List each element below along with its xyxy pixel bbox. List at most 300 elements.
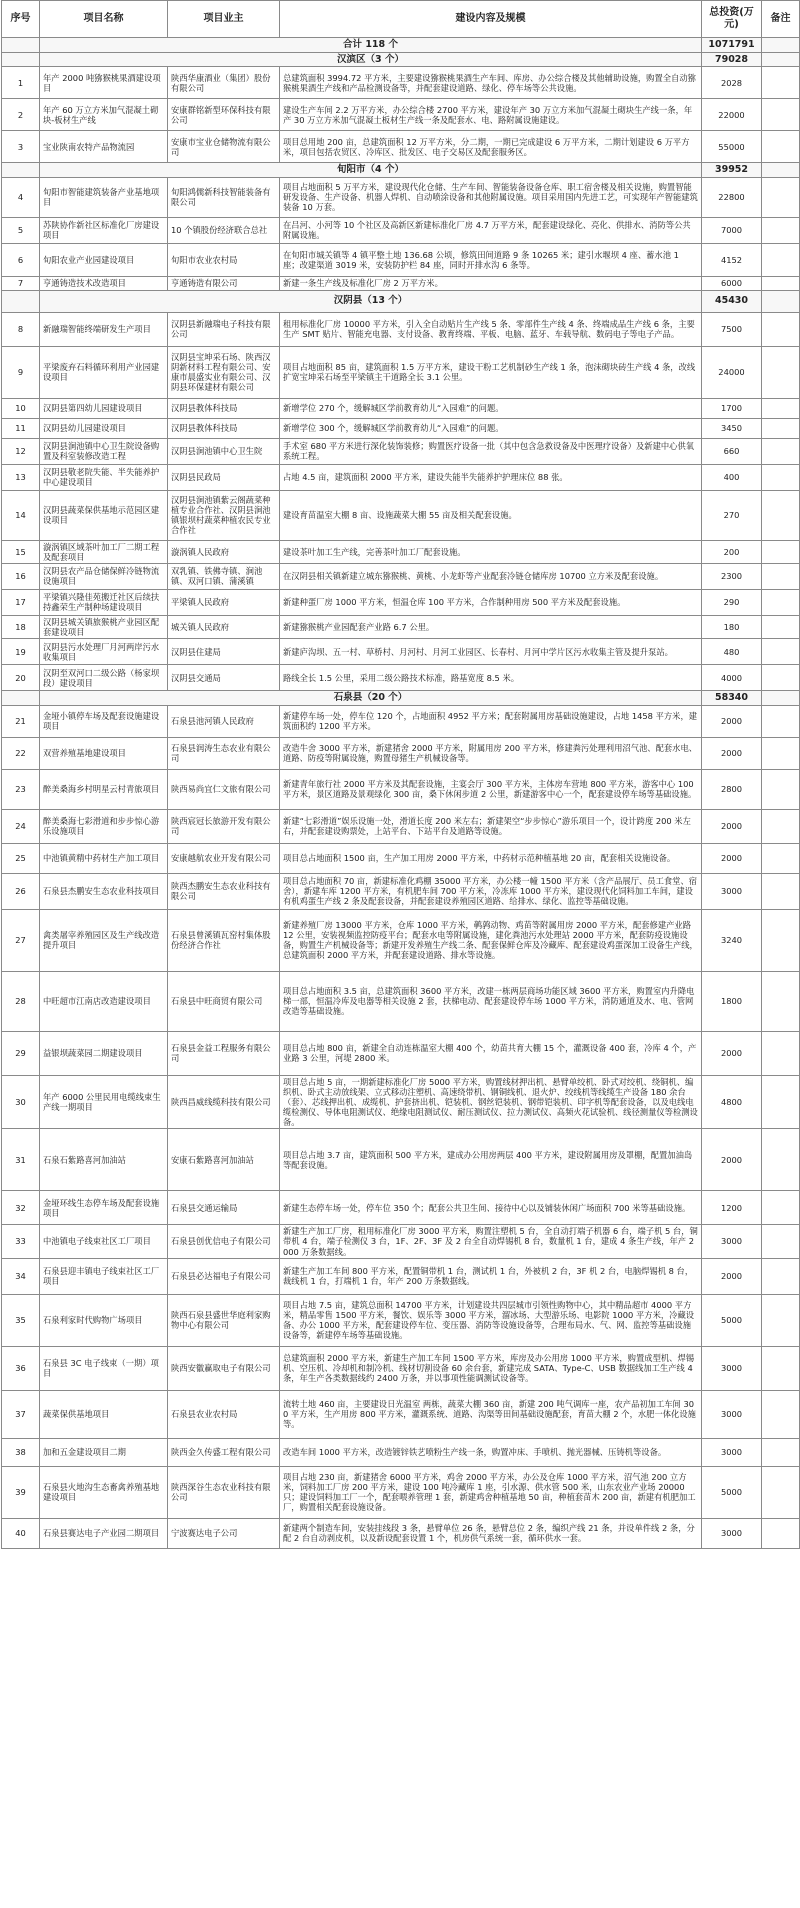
row-number: 11 (2, 418, 40, 438)
project-name: 亨通铸造技术改造项目 (40, 276, 168, 290)
section-title: 旬阳市（4 个） (40, 163, 702, 178)
row-number: 2 (2, 99, 40, 131)
project-owner: 陕西易尚宜仁文旅有限公司 (168, 769, 280, 809)
table-row (2, 418, 800, 438)
section-title: 合计 118 个 (40, 38, 702, 53)
section-row (2, 691, 800, 706)
project-owner: 宁波赛达电子公司 (168, 1518, 280, 1548)
section-note (762, 38, 800, 53)
project-name: 汉阴县污水处理厂月河两岸污水收集项目 (40, 639, 168, 665)
project-owner: 汉阴县涧池镇中心卫生院 (168, 438, 280, 464)
row-number: 38 (2, 1438, 40, 1466)
note-cell (762, 1466, 800, 1518)
table-row (2, 276, 800, 290)
construction-content: 在吕河、小河等 10 个社区及高新区新建标准化厂房 4.7 万平方米，配套建设绿化、亮化、供排水、消防等公共附属设施。 (280, 217, 702, 243)
row-number: 34 (2, 1258, 40, 1294)
table-row (2, 1518, 800, 1548)
section-row (2, 52, 800, 67)
project-name: 汉阴县蔬菜保供基地示范园区建设项目 (40, 490, 168, 540)
total-investment: 4000 (702, 665, 762, 691)
table-row (2, 131, 800, 163)
construction-content: 新建青年旅行社 2000 平方米及其配套设施，主宴会厅 300 平方米，主体房车营地 800 平方米，游客中心 100 平方米，景区道路及景观绿化 300 亩，桑下休闲步道 2 公里，新建游客中心一个，配套建设停车场等基础设施。 (280, 769, 702, 809)
row-number: 20 (2, 665, 40, 691)
total-investment: 480 (702, 639, 762, 665)
construction-content: 租用标准化厂房 10000 平方米，引入全自动贴片生产线 5 条、零部件生产线 4 条、终端成品生产线 6 条，主要生产 SMT 贴片、智能充电器、支付设备、教育终端、平板、电脑、蓝牙、车载导航、数码电子等电子产品。 (280, 312, 702, 346)
project-name: 旬阳市智能建筑装备产业基地项目 (40, 177, 168, 217)
note-cell (762, 1075, 800, 1129)
project-name: 益银坝蔬菜园二期建设项目 (40, 1031, 168, 1075)
section-investment: 45430 (702, 290, 762, 312)
construction-content: 新建种蛋厂房 1000 平方米，恒温仓库 100 平方米，合作制种用房 500 平方米及配套设施。 (280, 589, 702, 615)
note-cell (762, 177, 800, 217)
construction-content: 改造车间 1000 平方米，改造镀锌铁艺喷粉生产线一条，购置冲床、手喷机、抛光器械、压铸机等设备。 (280, 1438, 702, 1466)
project-name: 石泉县火地沟生态畜禽养殖基地建设项目 (40, 1466, 168, 1518)
construction-content: 新建生产加工车间 800 平方米，配置铜带机 1 台，测试机 1 台，外被机 2 台，3F 机 2 台，电脑焊锡机 8 台，裁线机 1 台，打端机 1 台，年产 200 万条数据线。 (280, 1258, 702, 1294)
note-cell (762, 1031, 800, 1075)
construction-content: 新建庐沟坝、五一村、草桥村、月河村、月河工业园区、长春村、月河中学片区污水收集主管及提升泵站。 (280, 639, 702, 665)
table-row (2, 464, 800, 490)
project-name: 金垭小镇停车场及配套设施建设项目 (40, 705, 168, 737)
section-no-cell (2, 52, 40, 67)
table-row (2, 1129, 800, 1191)
row-number: 3 (2, 131, 40, 163)
project-table (1, 0, 800, 1549)
project-owner: 石泉县中旺商贸有限公司 (168, 971, 280, 1031)
note-cell (762, 312, 800, 346)
total-investment: 2000 (702, 737, 762, 769)
note-cell (762, 843, 800, 873)
total-investment: 660 (702, 438, 762, 464)
note-cell (762, 1258, 800, 1294)
row-number: 26 (2, 873, 40, 909)
project-owner: 漩涡镇人民政府 (168, 540, 280, 563)
section-row (2, 290, 800, 312)
project-owner: 安康群铭新型环保科技有限公司 (168, 99, 280, 131)
total-investment: 3000 (702, 873, 762, 909)
header-owner: 项目业主 (168, 1, 280, 38)
project-name: 平梁镇兴隆佳苑搬迁社区后续扶持鑫荣生产制种场建设项目 (40, 589, 168, 615)
table-row (2, 346, 800, 398)
total-investment: 3450 (702, 418, 762, 438)
project-name: 汉阴县农产品仓储保鲜冷链物流设施项目 (40, 563, 168, 589)
project-name: 石泉利家时代购物广场项目 (40, 1294, 168, 1346)
row-number: 27 (2, 909, 40, 971)
total-investment: 180 (702, 615, 762, 638)
note-cell (762, 665, 800, 691)
table-header-row (2, 1, 800, 38)
note-cell (762, 1225, 800, 1258)
project-owner: 石泉县曾溪镇瓦窑村集体股份经济合作社 (168, 909, 280, 971)
section-no-cell (2, 163, 40, 178)
total-investment: 4800 (702, 1075, 762, 1129)
total-investment: 2800 (702, 769, 762, 809)
project-owner: 汉阴县教体科技局 (168, 398, 280, 418)
project-owner: 石泉县农业农村局 (168, 1390, 280, 1438)
note-cell (762, 589, 800, 615)
project-owner: 安康越航农业开发有限公司 (168, 843, 280, 873)
construction-content: 项目占地 7.5 亩，建筑总面积 14700 平方米，计划建设共四层城市引领性购物中心，其中精品超市 4000 平方米，精品零售 1500 平方米，餐饮、娱乐等 3000 平方米，溜冰场、大型游乐场、电影院 1000 平方米，冷藏设备、办公 1000 平方米，配套建设停车位、变压器、消防等设施设备等，合理布局水、气、网、监控等基础设施设备等，新建停车场等基础设施。 (280, 1294, 702, 1346)
row-number: 22 (2, 737, 40, 769)
section-row (2, 38, 800, 53)
note-cell (762, 705, 800, 737)
note-cell (762, 639, 800, 665)
construction-content: 项目占地面积 85 亩，建筑面积 1.5 万平方米，建设干粉工艺机制砂生产线 1 条，泡沫砌块砖生产线 4 条，改线扩宽宝坤采石场至平梁镇主干道路全长 3.1 公里。 (280, 346, 702, 398)
note-cell (762, 217, 800, 243)
header-content: 建设内容及规模 (280, 1, 702, 38)
row-number: 9 (2, 346, 40, 398)
section-title: 汉阴县（13 个） (40, 290, 702, 312)
table-row (2, 1390, 800, 1438)
total-investment: 6000 (702, 276, 762, 290)
note-cell (762, 346, 800, 398)
note-cell (762, 67, 800, 99)
total-investment: 400 (702, 464, 762, 490)
project-owner: 石泉县交通运输局 (168, 1191, 280, 1225)
row-number: 19 (2, 639, 40, 665)
section-no-cell (2, 691, 40, 706)
construction-content: 改造牛舍 3000 平方米，新建猪舍 2000 平方米，附属用房 200 平方米，修建粪污处理利用沼气池、配套水电、道路、防疫等附属设施，购置母猪生产机械设备等。 (280, 737, 702, 769)
project-name: 中旺超市江南店改造建设项目 (40, 971, 168, 1031)
total-investment: 3000 (702, 1225, 762, 1258)
header-project-name: 项目名称 (40, 1, 168, 38)
note-cell (762, 769, 800, 809)
project-owner: 旬阳鸿儒新科技智能装备有限公司 (168, 177, 280, 217)
note-cell (762, 464, 800, 490)
project-owner: 汉阴县教体科技局 (168, 418, 280, 438)
total-investment: 1800 (702, 971, 762, 1031)
construction-content: 建设育苗温室大棚 8 亩、设施蔬菜大棚 55 亩及相关配套设施。 (280, 490, 702, 540)
project-owner: 石泉县池河镇人民政府 (168, 705, 280, 737)
total-investment: 22000 (702, 99, 762, 131)
row-number: 18 (2, 615, 40, 638)
project-owner: 汉阴县民政局 (168, 464, 280, 490)
total-investment: 270 (702, 490, 762, 540)
row-number: 12 (2, 438, 40, 464)
table-row (2, 909, 800, 971)
table-row (2, 1258, 800, 1294)
project-name: 汉阴县城关镇旅猴桃产业园区配套建设项目 (40, 615, 168, 638)
row-number: 33 (2, 1225, 40, 1258)
section-no-cell (2, 290, 40, 312)
construction-content: 新建生产加工厂房，租用标准化厂房 3000 平方米，购置注塑机 5 台，全自动打端子机器 6 台，端子机 5 台，铜带机 4 台，端子检测仪 3 台，1F、2F、3F 及 2 台全自动焊锡机 8 台，数量机 1 台，建成 4 条生产线，年产 2000 万条数据线。 (280, 1225, 702, 1258)
total-investment: 1700 (702, 398, 762, 418)
project-owner: 城关镇人民政府 (168, 615, 280, 638)
total-investment: 3240 (702, 909, 762, 971)
project-owner: 旬阳市农业农村局 (168, 243, 280, 276)
row-number: 16 (2, 563, 40, 589)
total-investment: 2000 (702, 1258, 762, 1294)
project-owner: 陕西昌威线缆科技有限公司 (168, 1075, 280, 1129)
project-name: 中池镇黄精中药材生产加工项目 (40, 843, 168, 873)
total-investment: 2000 (702, 705, 762, 737)
row-number: 4 (2, 177, 40, 217)
row-number: 1 (2, 67, 40, 99)
project-name: 石泉县杰鹏安生态农业科技项目 (40, 873, 168, 909)
total-investment: 24000 (702, 346, 762, 398)
total-investment: 3000 (702, 1346, 762, 1390)
section-note (762, 290, 800, 312)
construction-content: 新建一条生产线及标准化厂房 2 万平方米。 (280, 276, 702, 290)
project-owner: 陕西华康酒业（集团）股份有限公司 (168, 67, 280, 99)
project-name: 汉阴县第四幼儿园建设项目 (40, 398, 168, 418)
row-number: 6 (2, 243, 40, 276)
note-cell (762, 1191, 800, 1225)
section-investment: 79028 (702, 52, 762, 67)
row-number: 17 (2, 589, 40, 615)
note-cell (762, 438, 800, 464)
note-cell (762, 563, 800, 589)
row-number: 21 (2, 705, 40, 737)
construction-content: 新建“七彩滑道”娱乐设施一处，滑道长度 200 米左右；新建架空“步步惊心”游乐项目一个，设计跨度 200 米左右，并配套建设购票处，上站平台、下站平台及道路等设施。 (280, 809, 702, 843)
project-name: 苏陕协作新社区标准化厂房建设项目 (40, 217, 168, 243)
project-name: 蔬菜保供基地项目 (40, 1390, 168, 1438)
header-note: 备注 (762, 1, 800, 38)
construction-content: 项目总用地 200 亩，总建筑面积 12 万平方米，分二期，一期已完成建设 6 万平方米，二期计划建设 6 万平方米，项目包括农贸区、冷库区、批发区、电子交易区及配套服务区。 (280, 131, 702, 163)
total-investment: 55000 (702, 131, 762, 163)
project-owner: 双乳镇、铁佛寺镇、涧池镇、双河口镇、蒲溪镇 (168, 563, 280, 589)
table-row (2, 490, 800, 540)
table-row (2, 243, 800, 276)
project-name: 金垭环线生态停车场及配套设施项目 (40, 1191, 168, 1225)
project-name: 石泉县 3C 电子线束（一期）项目 (40, 1346, 168, 1390)
table-row (2, 769, 800, 809)
project-name: 双营养殖基地建设项目 (40, 737, 168, 769)
table-row (2, 1191, 800, 1225)
project-owner: 汉阴县住建局 (168, 639, 280, 665)
row-number: 24 (2, 809, 40, 843)
project-owner: 石泉县创优信电子有限公司 (168, 1225, 280, 1258)
construction-content: 新建养殖厂房 13000 平方米，仓库 1000 平方米，鹌鹑动物、鸡苗等附属用房 2000 平方米，配套修建产业路 12 公里，安装视频监控防疫平台；配套水电等附属设施，建化粪池污水处理站 2000 平方米，配套防疫设施设备，购置生产机械设备等；新建开发养殖生产线二条、配套保鲜仓库及冷藏库、配套建设鸡蛋深加工设备生产线，总建筑面积 2000 平方米，并配套建设道路、排水等设施。 (280, 909, 702, 971)
project-name: 年产 60 万立方米加气混凝土砌块-板材生产线 (40, 99, 168, 131)
row-number: 28 (2, 971, 40, 1031)
project-name: 加和五金建设项目二期 (40, 1438, 168, 1466)
construction-content: 新建两个制造车间，安装挂线段 3 条，悬臂单位 26 条，悬臂总位 2 条，编织产线 21 条，并设单件线 2 条，分配 2 台自动剥皮机，以及新设配套设置 1 个，机房供气系统一套，循环供水一套。 (280, 1518, 702, 1548)
table-row (2, 540, 800, 563)
row-number: 15 (2, 540, 40, 563)
table-row (2, 589, 800, 615)
row-number: 36 (2, 1346, 40, 1390)
total-investment: 22800 (702, 177, 762, 217)
construction-content: 路线全长 1.5 公里，采用二级公路技术标准，路基宽度 8.5 米。 (280, 665, 702, 691)
table-row (2, 1225, 800, 1258)
project-owner: 陕西杰鹏安生态农业科技有限公司 (168, 873, 280, 909)
table-row (2, 99, 800, 131)
table-row (2, 563, 800, 589)
project-owner: 汉阴县宝坤采石场、陕西汉阴新材料工程有限公司、安康市晨盛实业有限公司、汉阴县环保建材有限公司 (168, 346, 280, 398)
row-number: 5 (2, 217, 40, 243)
project-name: 汉阴县幼儿园建设项目 (40, 418, 168, 438)
table-row (2, 665, 800, 691)
project-owner: 陕西石泉县盛世华庭利家购物中心有限公司 (168, 1294, 280, 1346)
construction-content: 项目总占地 5 亩，一期新建标准化厂房 5000 平方米，购置线材押出机、悬臂单绞机、卧式对绞机、绕铜机、编织机、卧式主动放线架、立式移动注塑机、高速绕带机、钢铜线机、退火炉、绞线机等线缆生产设备 180 余台（套）、芯线押出机、成缆机、护套挤出机、铠装机、钢丝铠装机、钢带铠装机、印字机等配套设备，以及电线电缆检测仪、导体电阻测试仪、绝缘电阻测试仪、耐压测试仪、拉力测试仪、高频火花试验机、线径测量仪等检测设备。 (280, 1075, 702, 1129)
table-row (2, 312, 800, 346)
construction-content: 占地 4.5 亩，建筑面积 2000 平方米，建设失能半失能养护护理床位 88 张。 (280, 464, 702, 490)
table-row (2, 177, 800, 217)
total-investment: 2300 (702, 563, 762, 589)
project-owner: 石泉县必达福电子有限公司 (168, 1258, 280, 1294)
table-row (2, 843, 800, 873)
project-owner: 平梁镇人民政府 (168, 589, 280, 615)
note-cell (762, 276, 800, 290)
row-number: 25 (2, 843, 40, 873)
total-investment: 2000 (702, 1031, 762, 1075)
project-owner: 汉阴县涧池镇紫云阁蔬菜种植专业合作社、汉阴县涧池镇银坝村蔬菜种植农民专业合作社 (168, 490, 280, 540)
row-number: 29 (2, 1031, 40, 1075)
construction-content: 项目占地 230 亩，新建猪舍 6000 平方米，鸡舍 2000 平方米，办公及仓库 1000 平方米，沼气池 200 立方米，饲料加工厂房 200 平方米，建设 100 吨冷藏库 1 座，引水源、供水管 500 米，山东农业产业场 20000 只；建设饲料加工厂一个，配套喂养管理 1 套，新建鸡舍种植基地 50 亩，种植套苗木 200 亩，新建有机肥加工厂，购置相关配套设施设备。 (280, 1466, 702, 1518)
construction-content: 在汉阴县相关镇新建立城东猕猴桃、黄桃、小龙虾等产业配套冷链仓储库房 10700 立方米及配套设施。 (280, 563, 702, 589)
total-investment: 3000 (702, 1390, 762, 1438)
project-owner: 亨通铸造有限公司 (168, 276, 280, 290)
construction-content: 流转土地 460 亩，主要建设日光温室 两栋，蔬菜大棚 360 亩，新建 200 吨气调库一座，农产品初加工车间 300 平方米，生产用房 800 平方米，灌溉系统、道路、沟渠等田间基础设施配套，育苗大棚 2 个，水肥一体化设施等。 (280, 1390, 702, 1438)
row-number: 39 (2, 1466, 40, 1518)
construction-content: 总建筑面积 2000 平方米，新建生产加工车间 1500 平方米，库房及办公用房 1000 平方米，购置成型机、焊锡机、空压机、冷却机和制冷机、线材切割设备 60 余台套，新建完成 SATA、Type-C、USB 数据线加工生产线 4 条，年生产各类数据线约 2400 万条，并以事项性能调测试设备等。 (280, 1346, 702, 1390)
project-owner: 汉阴县新融瑞电子科技有限公司 (168, 312, 280, 346)
construction-content: 项目总占地面积 70 亩，新建标准化鸡棚 35000 平方米，办公楼一幢 1500 平方米（含产品展厅、员工食堂、宿舍），新建车库 1200 平方米，有机肥车间 700 平方米，冷冻库 1000 平方米，建设现代化饲料加工车间，建设有机鸡蛋生产线 2 条及配套设备，并配套建设养殖园区道路、给排水、绿化、监控等基础设施。 (280, 873, 702, 909)
project-name: 汉阴至双河口二级公路（杨家坝段）建设项目 (40, 665, 168, 691)
table-row (2, 1438, 800, 1466)
total-investment: 7500 (702, 312, 762, 346)
row-number: 14 (2, 490, 40, 540)
total-investment: 2028 (702, 67, 762, 99)
row-number: 40 (2, 1518, 40, 1548)
project-owner: 陕西金久传盛工程有限公司 (168, 1438, 280, 1466)
total-investment: 2000 (702, 1129, 762, 1191)
construction-content: 新建停车场一处，停车位 120 个，占地面积 4952 平方米；配套附属用房基础设施建设，占地 1458 平方米，建筑面积约 1200 平方米。 (280, 705, 702, 737)
section-title: 汉滨区（3 个） (40, 52, 702, 67)
construction-content: 项目总占地 800 亩，新建全自动连栋温室大棚 400 个，幼苗共育大棚 15 个，灌溉设备 400 套，冷库 4 个，产业路 3 公里，河堤 2800 米。 (280, 1031, 702, 1075)
row-number: 8 (2, 312, 40, 346)
note-cell (762, 873, 800, 909)
construction-content: 项目总占地面积 3.5 亩，总建筑面积 3600 平方米，改建一栋两层商场功能区域 3600 平方米，购置室内升降电梯一部，恒温冷库及电器等相关设施 2 套，扶梯电动、配套建设停车场 1000 平方米，消防通道及水、电、管网改造等基础设施。 (280, 971, 702, 1031)
note-cell (762, 1438, 800, 1466)
note-cell (762, 1518, 800, 1548)
project-owner: 安康市宝业仓储物流有限公司 (168, 131, 280, 163)
note-cell (762, 1129, 800, 1191)
project-name: 汉阴县涧池镇中心卫生院设备购置及科室装修改造工程 (40, 438, 168, 464)
total-investment: 200 (702, 540, 762, 563)
construction-content: 项目占地面积 5 万平方米，建设现代化仓储、生产车间、智能装备设备仓库、职工宿舍楼及相关设施，购置智能研发设备、生产设备、机器人焊机、自动喷涂设备和其他附属设施。项目采用国内先进工艺，可实现年产智能建筑装备 10 万套。 (280, 177, 702, 217)
project-name: 中池镇电子线束社区工厂项目 (40, 1225, 168, 1258)
section-investment: 58340 (702, 691, 762, 706)
construction-content: 项目总占地 3.7 亩，建筑面积 500 平方米，建成办公用房两层 400 平方米，建设附属用房及罩棚，配置加油岛等配套设施。 (280, 1129, 702, 1191)
header-investment: 总投资(万元) (702, 1, 762, 38)
section-row (2, 163, 800, 178)
row-number: 30 (2, 1075, 40, 1129)
note-cell (762, 615, 800, 638)
construction-content: 新增学位 270 个，缓解城区学前教育幼儿“入园难”的问题。 (280, 398, 702, 418)
construction-content: 新建生态停车场一处，停车位 350 个；配套公共卫生间、接待中心以及铺装休闲广场面积 700 米等基础设施。 (280, 1191, 702, 1225)
project-owner: 安康石紫路喜河加油站 (168, 1129, 280, 1191)
table-row (2, 615, 800, 638)
table-row (2, 398, 800, 418)
note-cell (762, 1346, 800, 1390)
table-body (2, 38, 800, 1549)
table-row (2, 971, 800, 1031)
project-name: 石泉县迎丰镇电子线束社区工厂项目 (40, 1258, 168, 1294)
note-cell (762, 243, 800, 276)
table-row (2, 705, 800, 737)
table-row (2, 1346, 800, 1390)
note-cell (762, 398, 800, 418)
header-no: 序号 (2, 1, 40, 38)
section-note (762, 163, 800, 178)
total-investment: 5000 (702, 1466, 762, 1518)
project-name: 石泉石紫路喜河加油站 (40, 1129, 168, 1191)
row-number: 37 (2, 1390, 40, 1438)
table-row (2, 1075, 800, 1129)
total-investment: 2000 (702, 843, 762, 873)
row-number: 35 (2, 1294, 40, 1346)
note-cell (762, 131, 800, 163)
project-name: 禽类屠宰养殖园区及生产线改造提升项目 (40, 909, 168, 971)
note-cell (762, 909, 800, 971)
row-number: 10 (2, 398, 40, 418)
construction-content: 新建猕猴桃产业园配套产业路 6.7 公里。 (280, 615, 702, 638)
note-cell (762, 99, 800, 131)
row-number: 32 (2, 1191, 40, 1225)
section-note (762, 52, 800, 67)
table-row (2, 1466, 800, 1518)
project-name: 醉美桑海乡村明星云村青旅项目 (40, 769, 168, 809)
section-no-cell (2, 38, 40, 53)
section-title: 石泉县（20 个） (40, 691, 702, 706)
section-note (762, 691, 800, 706)
note-cell (762, 1390, 800, 1438)
note-cell (762, 418, 800, 438)
project-owner: 陕西深谷生态农业科技有限公司 (168, 1466, 280, 1518)
total-investment: 4152 (702, 243, 762, 276)
project-name: 醉美桑海七彩滑道和步步惊心游乐设施项目 (40, 809, 168, 843)
table-row (2, 873, 800, 909)
construction-content: 在旬阳市城关镇等 4 镇平整土地 136.68 公顷，修筑田间道路 9 条 10265 米；建引水堰坝 4 座、蓄水池 1 座；改建渠道 3019 米，安装防护栏 84 座，同时开排水沟 6 条等。 (280, 243, 702, 276)
project-name: 石泉县赛达电子产业园二期项目 (40, 1518, 168, 1548)
construction-content: 手术室 680 平方米进行深化装饰装修；购置医疗设备一批（其中包含急救设备及中医理疗设备）及新建中心供氧系统工程。 (280, 438, 702, 464)
note-cell (762, 737, 800, 769)
row-number: 31 (2, 1129, 40, 1191)
row-number: 7 (2, 276, 40, 290)
table-row (2, 737, 800, 769)
total-investment: 290 (702, 589, 762, 615)
table-row (2, 438, 800, 464)
total-investment: 3000 (702, 1438, 762, 1466)
project-owner: 石泉县润涛生态农业有限公司 (168, 737, 280, 769)
construction-content: 建设茶叶加工生产线，完善茶叶加工厂配套设施。 (280, 540, 702, 563)
note-cell (762, 1294, 800, 1346)
table-row (2, 1294, 800, 1346)
note-cell (762, 490, 800, 540)
construction-content: 新增学位 300 个，缓解城区学前教育幼儿“入园难”的问题。 (280, 418, 702, 438)
project-name: 平梁废弃石料循环利用产业园建设项目 (40, 346, 168, 398)
note-cell (762, 971, 800, 1031)
total-investment: 2000 (702, 809, 762, 843)
total-investment: 7000 (702, 217, 762, 243)
table-row (2, 67, 800, 99)
construction-content: 项目总占地面积 1500 亩，生产加工用房 2000 平方米，中药材示范种植基地 20 亩，配套相关设施设备。 (280, 843, 702, 873)
project-owner: 陕西安徽赢取电子有限公司 (168, 1346, 280, 1390)
project-name: 漩涡镇区域茶叶加工厂二期工程及配套项目 (40, 540, 168, 563)
project-owner: 10 个镇股份经济联合总社 (168, 217, 280, 243)
note-cell (762, 809, 800, 843)
project-name: 宝业陕南农特产品物流园 (40, 131, 168, 163)
project-name: 旬阳农业产业园建设项目 (40, 243, 168, 276)
section-investment: 39952 (702, 163, 762, 178)
table-row (2, 217, 800, 243)
project-owner: 陕西宸冠长旅游开发有限公司 (168, 809, 280, 843)
project-name: 汉阴县敬老院失能、半失能养护中心建设项目 (40, 464, 168, 490)
row-number: 13 (2, 464, 40, 490)
table-row (2, 639, 800, 665)
project-owner: 石泉县金益工程服务有限公司 (168, 1031, 280, 1075)
